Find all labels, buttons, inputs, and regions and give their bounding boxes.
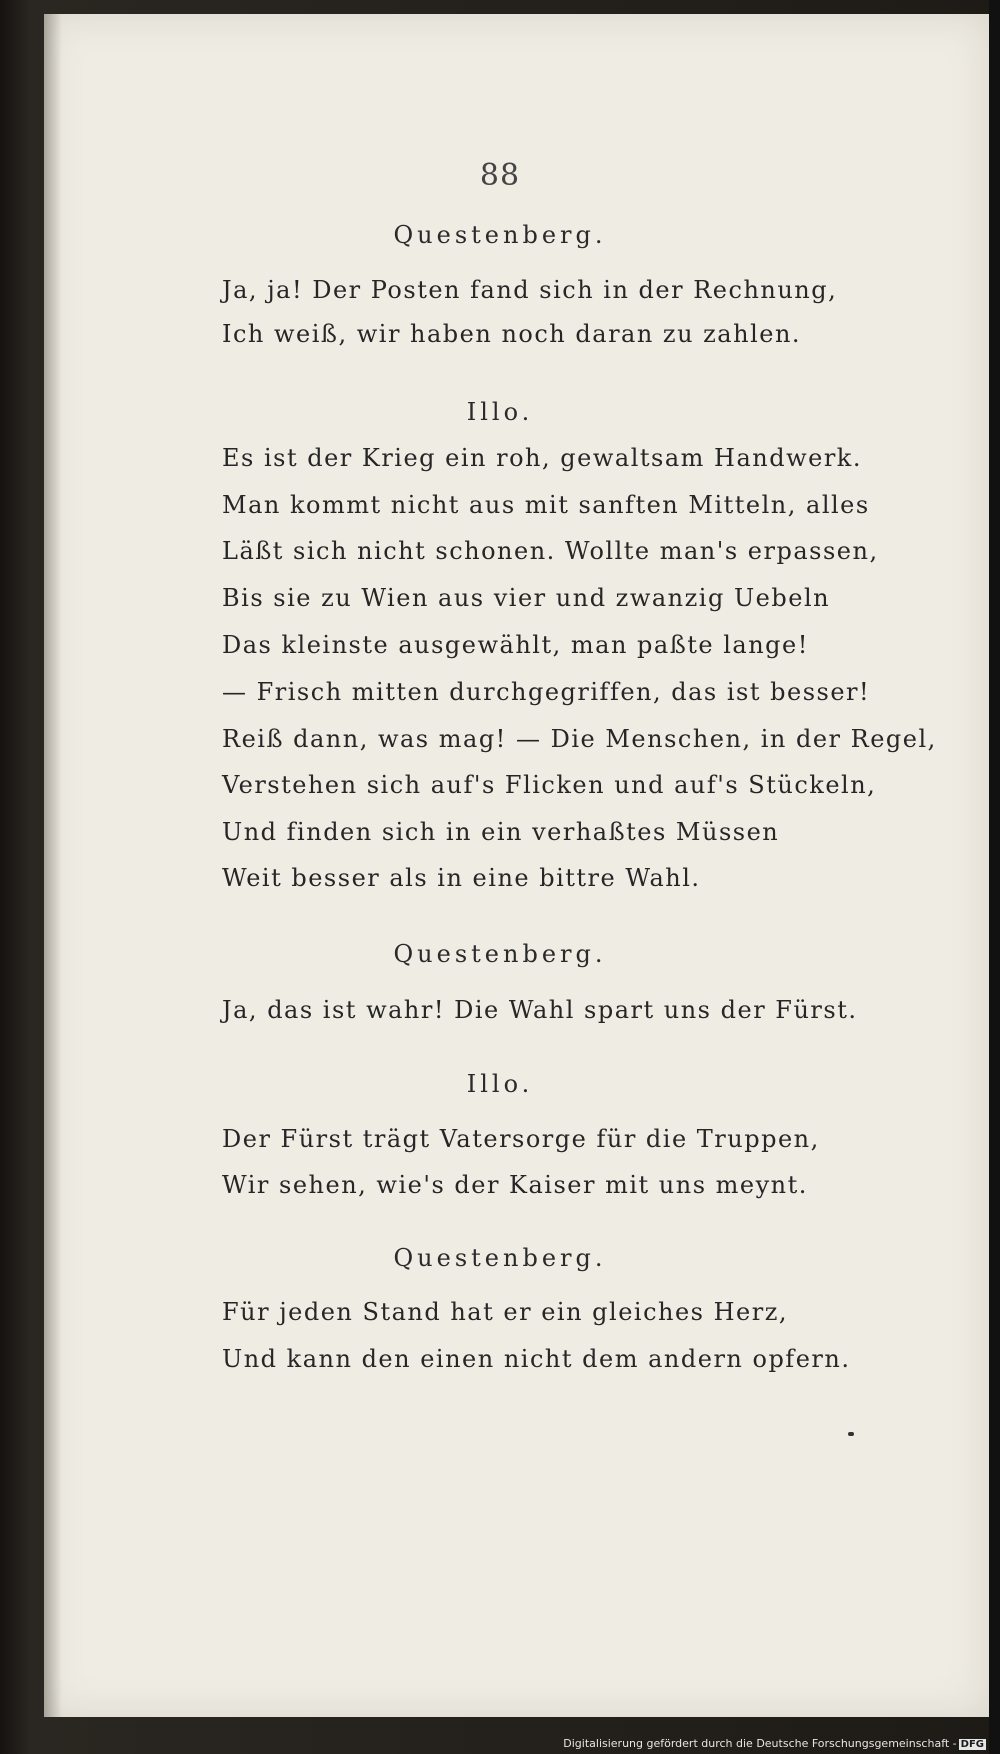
digitization-credit [563,1737,986,1750]
verse-line: — Frisch mitten durchgegriffen, das ist besser! [222,678,871,706]
verse-line: Bis sie zu Wien aus vier und zwanzig Uebeln [222,584,831,612]
verse-line: Das kleinste ausgewählt, man paßte lange! [222,631,809,659]
dfg-logo: DFG [960,1739,984,1750]
verse-line: Weit besser als in eine bittre Wahl. [222,864,701,892]
spine-shadow [44,14,62,1717]
verse-line: Für jeden Stand hat er ein gleiches Herz, [222,1298,789,1326]
speaker-name: Illo. [466,398,534,426]
verse-line: Es ist der Krieg ein roh, gewaltsam Handwerk. [222,444,862,472]
speaker-name: Questenberg. [393,221,607,249]
speaker-name: Questenberg. [393,940,607,968]
verse-line: Man kommt nicht aus mit sanften Mitteln, alles [222,491,870,519]
verse-line: Reiß dann, was mag! — Die Menschen, in der Regel, [222,725,937,753]
verse-line: Ja, ja! Der Posten fand sich in der Rechnung, [222,276,838,304]
credit-text: Digitalisierung gefördert durch die Deutsche Forschungsgemeinschaft - [563,1737,957,1750]
scan-edge [989,0,1000,1754]
ink-speck [848,1432,854,1436]
verse-line: Ich weiß, wir haben noch daran zu zahlen. [222,320,802,348]
speaker-name: Illo. [466,1070,534,1098]
verse-line: Und finden sich in ein verhaßtes Müssen [222,818,780,846]
verse-line: Der Fürst trägt Vatersorge für die Truppen, [222,1125,820,1153]
verse-line: Läßt sich nicht schonen. Wollte man's erpassen, [222,537,879,565]
verse-line: Ja, das ist wahr! Die Wahl spart uns der Fürst. [222,996,858,1024]
verse-line: Und kann den einen nicht dem andern opfern. [222,1345,851,1373]
verse-line: Wir sehen, wie's der Kaiser mit uns meynt. [222,1171,808,1199]
verse-line: Verstehen sich auf's Flicken und auf's Stückeln, [222,771,877,799]
speaker-name: Questenberg. [393,1244,607,1272]
page-number: 88 [479,158,521,193]
